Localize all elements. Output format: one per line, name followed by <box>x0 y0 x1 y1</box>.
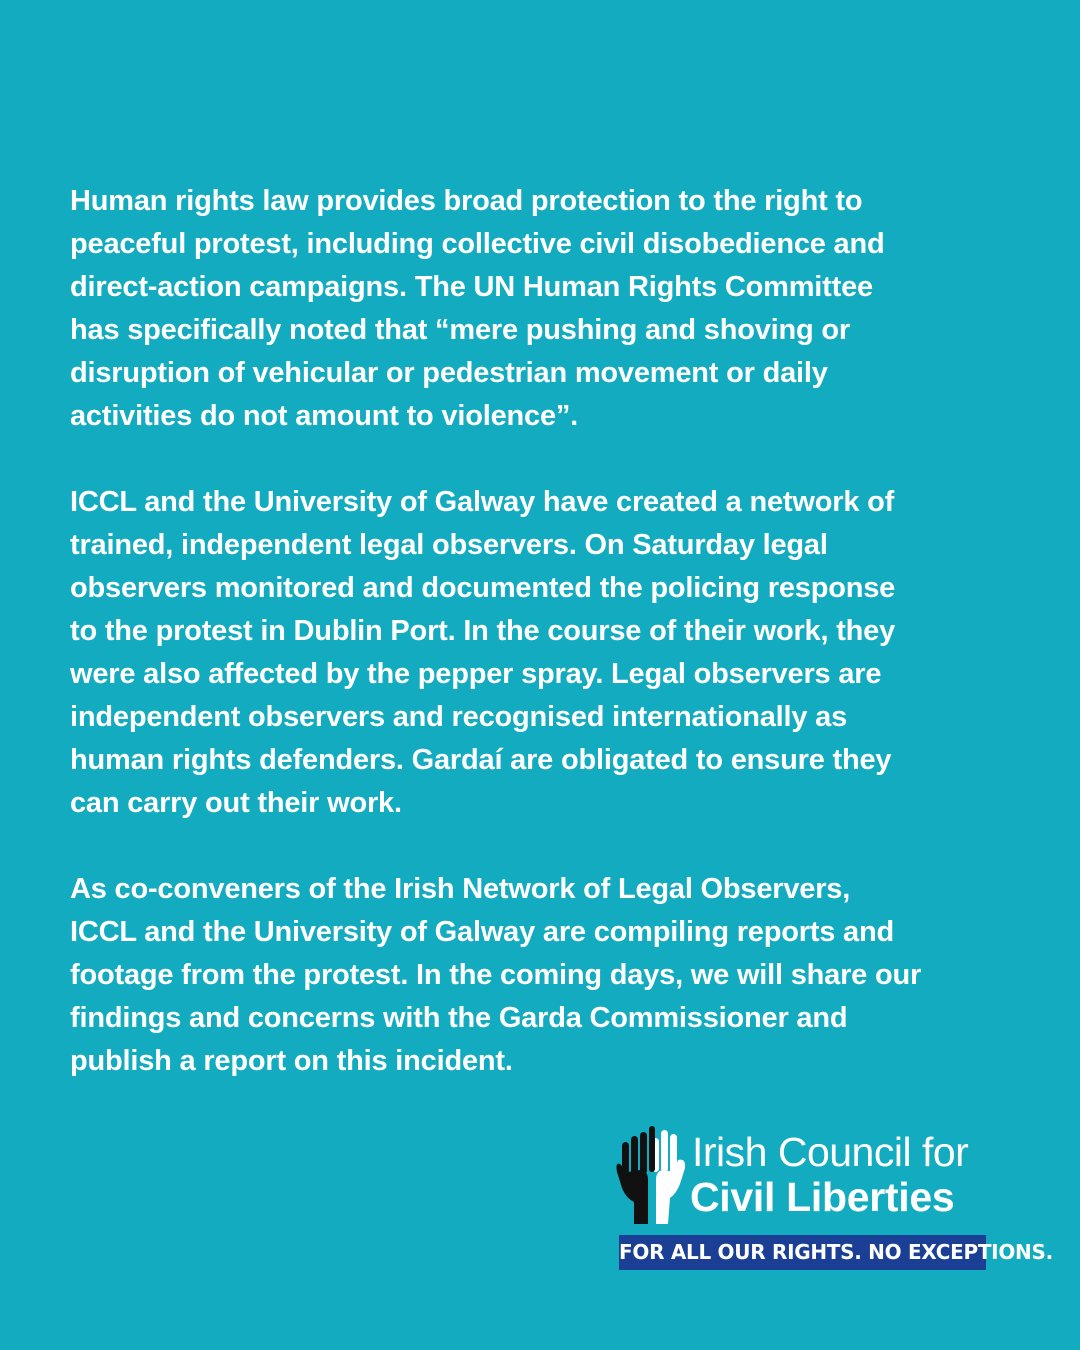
paragraph-line: ICCL and the University of Galway have created a network of <box>70 486 895 518</box>
statement-text <box>70 180 1020 1126</box>
tagline-banner: FOR ALL OUR RIGHTS. NO EXCEPTIONS. <box>619 1235 986 1270</box>
paragraph-1 <box>70 180 1020 438</box>
org-name-line2: Civil Liberties <box>690 1174 955 1220</box>
paragraph-line: to the protest in Dublin Port. In the course of their work, they <box>70 615 896 647</box>
iccl-logo <box>616 1120 1053 1280</box>
paragraph-line: direct-action campaigns. The UN Human Rights Committee <box>70 271 873 303</box>
paragraph-line: footage from the protest. In the coming days, we will share our <box>70 959 922 991</box>
paragraph-line: observers monitored and documented the policing response <box>70 572 896 604</box>
paragraph-line: ICCL and the University of Galway are compiling reports and <box>70 916 895 948</box>
paragraph-line: human rights defenders. Gardaí are obligated to ensure they <box>70 744 892 776</box>
paragraph-line: has specifically noted that “mere pushing and shoving or <box>70 314 850 346</box>
org-name-line1: Irish Council for <box>692 1129 969 1175</box>
paragraph-line: As co-conveners of the Irish Network of Legal Observers, <box>70 873 851 905</box>
paragraph-line: activities do not amount to violence”. <box>70 400 579 432</box>
paragraph-3 <box>70 868 1020 1083</box>
paragraph-2 <box>70 481 1020 825</box>
paragraph-line: disruption of vehicular or pedestrian movement or daily <box>70 357 828 389</box>
raised-hands-icon <box>616 1120 688 1224</box>
paragraph-line: independent observers and recognised internationally as <box>70 701 848 733</box>
paragraph-line: trained, independent legal observers. On Saturday legal <box>70 529 828 561</box>
paragraph-line: publish a report on this incident. <box>70 1045 513 1077</box>
paragraph-line: peaceful protest, including collective civil disobedience and <box>70 228 885 260</box>
paragraph-line: findings and concerns with the Garda Commissioner and <box>70 1002 848 1034</box>
paragraph-line: can carry out their work. <box>70 787 402 819</box>
paragraph-line: Human rights law provides broad protection to the right to <box>70 185 863 217</box>
paragraph-line: were also affected by the pepper spray. Legal observers are <box>70 658 882 690</box>
